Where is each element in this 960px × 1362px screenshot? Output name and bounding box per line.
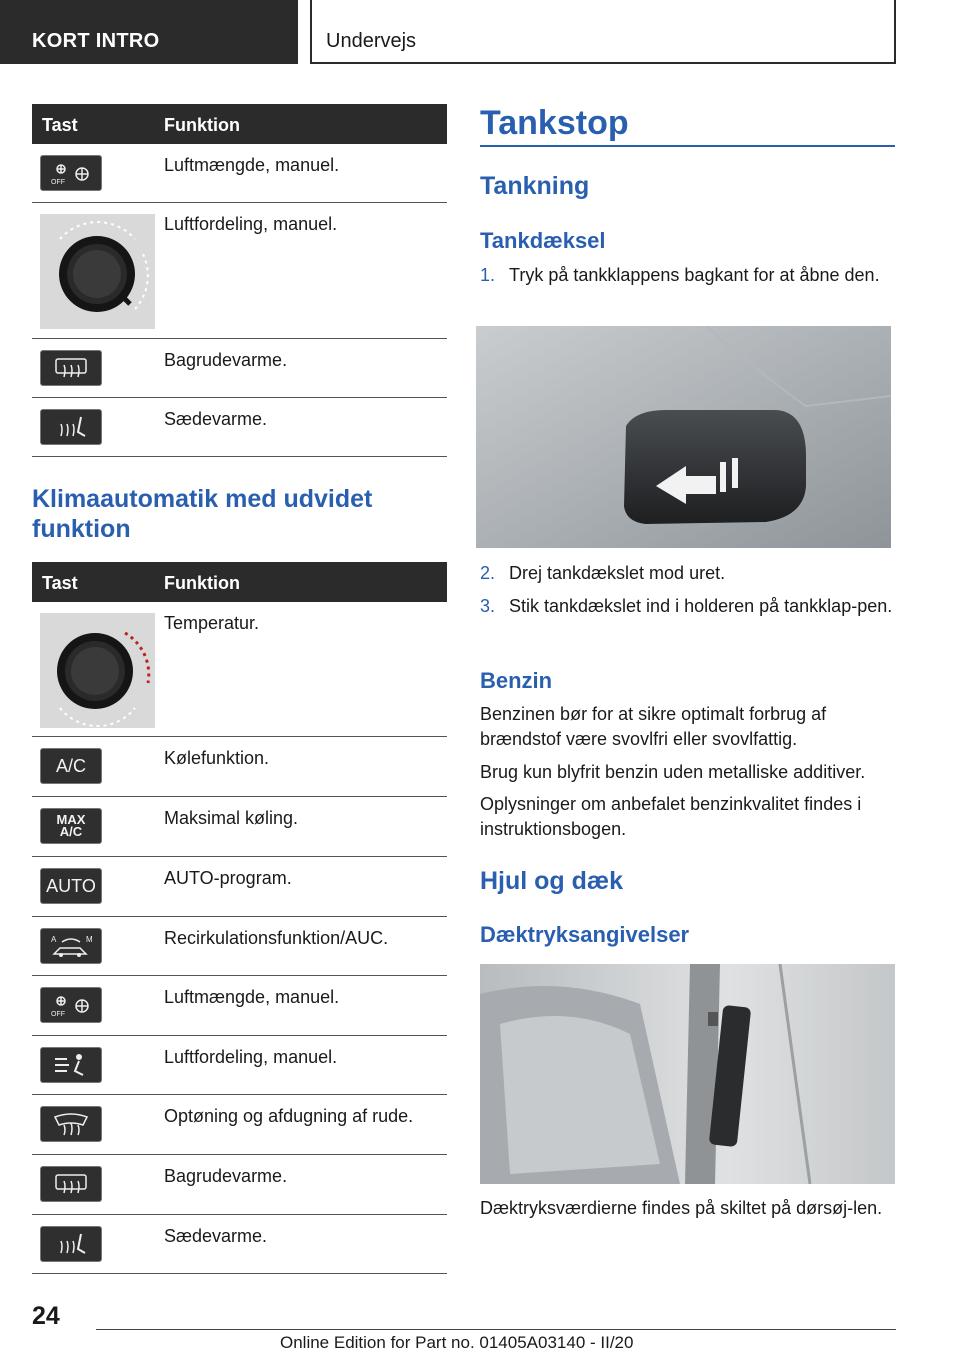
table-row [32,917,447,976]
rear-defrost-icon [40,350,102,386]
table-row [32,976,447,1036]
step-number: 2. [480,563,496,583]
heading-tankdaeksel: Tankdæksel [480,228,606,253]
row-function-text: Luftmængde, manuel. [164,155,340,175]
row-function-text: Recirkulationsfunktion/AUC. [164,928,389,948]
table-header [32,562,447,602]
fuel-flap-image [476,326,891,548]
header-section-tab [0,0,298,64]
step-text: Stik tankdækslet ind i holderen på tankklap-pen. [509,596,893,616]
table-row [32,339,447,398]
svg-text:M: M [86,935,93,944]
row-function-text: Temperatur. [164,613,260,633]
table-row [32,144,447,203]
header-chapter-label: Undervejs [326,30,417,52]
svg-text:OFF: OFF [51,1011,65,1018]
heading-benzin: Benzin [480,668,553,693]
fan-off-icon [40,155,102,191]
paragraph: Brug kun blyfrit benzin uden metalliske additiver. [480,762,866,782]
table-row [32,602,447,737]
row-function-text: Luftfordeling, manuel. [164,1047,338,1067]
max-ac-icon [40,808,102,844]
table-row [32,797,447,857]
table-row [32,398,447,457]
row-function-text: Optøning og afdugning af rude. [164,1106,414,1126]
col-function-header: Funktion [164,573,240,593]
row-function-text: Sædevarme. [164,409,268,429]
row-function-text: Bagrudevarme. [164,1166,288,1186]
step-text: Tryk på tankklappens bagkant for at åbne den. [509,265,880,285]
step-text: Drej tankdækslet mod uret. [509,563,726,583]
table-row [32,1155,447,1215]
table-row [32,1036,447,1095]
windshield-defrost-icon [40,1106,102,1142]
seat-heating-icon [40,1226,102,1262]
recirculation-icon [40,928,102,964]
air-distribution-icon [40,1047,102,1083]
row-function-text: Bagrudevarme. [164,350,288,370]
max-ac-label: MAX A/C [56,812,86,839]
table-row [32,737,447,797]
col-key-header: Tast [42,573,78,593]
paragraph: Dæktryksværdierne findes på skiltet på dørsøj-len. [480,1198,883,1218]
seat-heating-icon [40,409,102,445]
table-header [32,104,447,144]
auto-icon: AUTO [40,868,102,904]
svg-text:A: A [51,935,57,944]
section-title-climate-extended: Klimaautomatik med udvidet funktion [32,485,373,543]
rear-defrost-icon [40,1166,102,1202]
title-rule [480,145,895,147]
step-number: 1. [480,265,496,285]
row-function-text: AUTO-program. [164,868,292,888]
row-function-text: Luftfordeling, manuel. [164,214,338,234]
climate-table-1 [32,104,447,457]
footer-edition: Online Edition for Part no. 01405A03140 - II/20 [280,1333,634,1352]
header-section-label: KORT INTRO [32,30,160,52]
table-row [32,203,447,339]
ac-icon: A/C [40,748,102,784]
row-function-text: Kølefunktion. [164,748,270,768]
paragraph: Oplysninger om anbefalet benzinkvalitet findes i instruktionsbogen. [480,794,862,839]
page-title: Tankstop [480,104,629,142]
row-function-text: Maksimal køling. [164,808,299,828]
climate-table-2 [32,562,447,1274]
row-function-text: Luftmængde, manuel. [164,987,340,1007]
table-row [32,1215,447,1274]
col-function-header: Funktion [164,115,240,135]
step-number: 3. [480,596,496,616]
header-chapter-tab [310,0,896,64]
door-pillar-image [480,964,895,1184]
col-key-header: Tast [42,115,78,135]
svg-text:OFF: OFF [51,179,65,186]
temperature-knob-icon [40,613,155,728]
table-row [32,857,447,917]
heading-tankning: Tankning [480,172,590,200]
heading-hjul-og-daek: Hjul og dæk [480,867,624,895]
air-distribution-knob-icon [40,214,155,329]
fan-off-icon [40,987,102,1023]
table-row [32,1095,447,1155]
footer-rule [96,1329,896,1330]
paragraph: Benzinen bør for at sikre optimalt forbrug af brændstof være svovlfri eller svovlfattig. [480,704,827,749]
heading-daektryk: Dæktryksangivelser [480,922,690,947]
row-function-text: Sædevarme. [164,1226,268,1246]
page-number: 24 [32,1302,60,1330]
